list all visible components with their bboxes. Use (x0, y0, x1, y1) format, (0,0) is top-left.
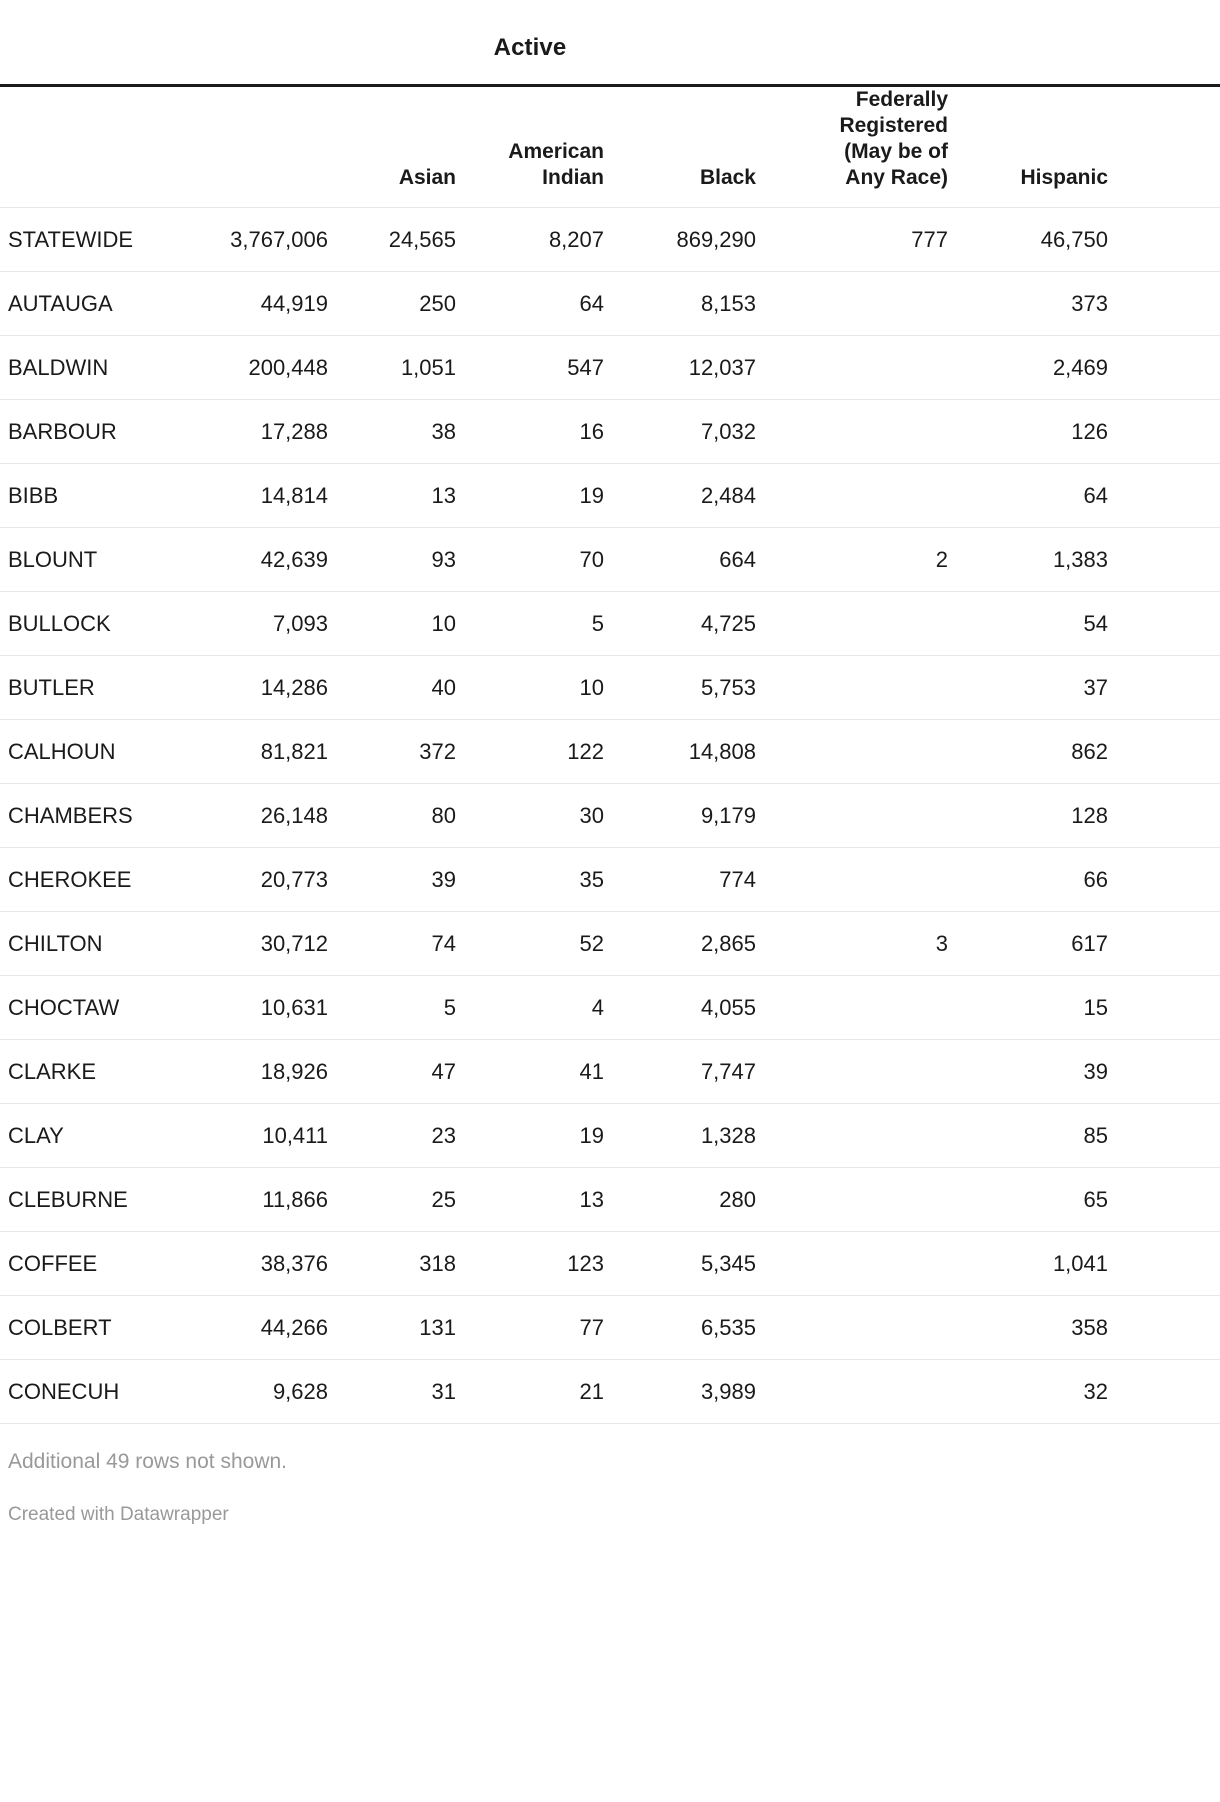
cell-federally-registered: 777 (756, 208, 948, 272)
cell-asian: 80 (328, 784, 456, 848)
cell-federally-registered (756, 336, 948, 400)
cell-asian: 38 (328, 400, 456, 464)
cell-overflow (1108, 912, 1220, 976)
row-label: COLBERT (0, 1296, 188, 1360)
cell-hispanic: 358 (948, 1296, 1108, 1360)
cell-hispanic: 39 (948, 1040, 1108, 1104)
data-table (0, 84, 1220, 1424)
cell-asian: 5 (328, 976, 456, 1040)
cell-asian: 74 (328, 912, 456, 976)
cell-black: 7,032 (604, 400, 756, 464)
table-row (0, 848, 1220, 912)
cell-american-indian: 52 (456, 912, 604, 976)
cell-american-indian: 4 (456, 976, 604, 1040)
table-row (0, 656, 1220, 720)
cell-total: 17,288 (188, 400, 328, 464)
cell-total: 44,266 (188, 1296, 328, 1360)
cell-overflow (1108, 592, 1220, 656)
cell-asian: 31 (328, 1360, 456, 1424)
rows-not-shown-note: Additional 49 rows not shown. (8, 1450, 287, 1474)
cell-asian: 131 (328, 1296, 456, 1360)
cell-black: 14,808 (604, 720, 756, 784)
cell-federally-registered (756, 400, 948, 464)
cell-black: 2,484 (604, 464, 756, 528)
row-label: AUTAUGA (0, 272, 188, 336)
cell-hispanic: 128 (948, 784, 1108, 848)
cell-overflow (1108, 784, 1220, 848)
table-row (0, 272, 1220, 336)
cell-black: 8,153 (604, 272, 756, 336)
cell-hispanic: 617 (948, 912, 1108, 976)
table-row (0, 1360, 1220, 1424)
cell-asian: 1,051 (328, 336, 456, 400)
cell-black: 280 (604, 1168, 756, 1232)
cell-federally-registered (756, 656, 948, 720)
table-row (0, 976, 1220, 1040)
row-label: COFFEE (0, 1232, 188, 1296)
table-body (0, 208, 1220, 1424)
row-label: BULLOCK (0, 592, 188, 656)
cell-black: 869,290 (604, 208, 756, 272)
cell-total: 26,148 (188, 784, 328, 848)
cell-black: 7,747 (604, 1040, 756, 1104)
cell-hispanic: 54 (948, 592, 1108, 656)
table-row (0, 912, 1220, 976)
cell-total: 30,712 (188, 912, 328, 976)
table-row (0, 784, 1220, 848)
cell-overflow (1108, 1104, 1220, 1168)
cell-federally-registered (756, 848, 948, 912)
cell-total: 81,821 (188, 720, 328, 784)
cell-overflow (1108, 848, 1220, 912)
cell-black: 6,535 (604, 1296, 756, 1360)
cell-hispanic: 1,383 (948, 528, 1108, 592)
column-header-fed-line2: Registered (839, 114, 948, 138)
cell-black: 9,179 (604, 784, 756, 848)
cell-black: 5,345 (604, 1232, 756, 1296)
cell-federally-registered (756, 976, 948, 1040)
cell-federally-registered (756, 1104, 948, 1168)
table-row (0, 400, 1220, 464)
column-header-fed-line4: Any Race) (845, 166, 948, 190)
cell-overflow (1108, 208, 1220, 272)
cell-total: 14,286 (188, 656, 328, 720)
cell-federally-registered (756, 272, 948, 336)
table-header-row (0, 86, 1220, 208)
cell-overflow (1108, 272, 1220, 336)
cell-american-indian: 19 (456, 1104, 604, 1168)
cell-asian: 24,565 (328, 208, 456, 272)
cell-american-indian: 8,207 (456, 208, 604, 272)
cell-hispanic: 373 (948, 272, 1108, 336)
column-header-asian[interactable]: Asian (328, 86, 456, 208)
column-header-total[interactable] (188, 86, 328, 208)
cell-overflow (1108, 1360, 1220, 1424)
cell-overflow (1108, 1232, 1220, 1296)
column-header-fed-line1: Federally (855, 88, 948, 111)
cell-total: 14,814 (188, 464, 328, 528)
cell-hispanic: 46,750 (948, 208, 1108, 272)
cell-total: 38,376 (188, 1232, 328, 1296)
cell-federally-registered (756, 464, 948, 528)
row-label: CONECUH (0, 1360, 188, 1424)
cell-overflow (1108, 464, 1220, 528)
row-label: CHEROKEE (0, 848, 188, 912)
cell-federally-registered (756, 1040, 948, 1104)
row-label: CLEBURNE (0, 1168, 188, 1232)
cell-federally-registered (756, 784, 948, 848)
cell-american-indian: 19 (456, 464, 604, 528)
cell-asian: 93 (328, 528, 456, 592)
cell-hispanic: 32 (948, 1360, 1108, 1424)
cell-american-indian: 35 (456, 848, 604, 912)
cell-hispanic: 85 (948, 1104, 1108, 1168)
table-row (0, 1104, 1220, 1168)
cell-asian: 13 (328, 464, 456, 528)
table-row (0, 464, 1220, 528)
cell-federally-registered: 2 (756, 528, 948, 592)
cell-american-indian: 5 (456, 592, 604, 656)
cell-total: 42,639 (188, 528, 328, 592)
table-row (0, 208, 1220, 272)
row-label: BLOUNT (0, 528, 188, 592)
cell-american-indian: 123 (456, 1232, 604, 1296)
table-row (0, 1232, 1220, 1296)
cell-hispanic: 1,041 (948, 1232, 1108, 1296)
cell-asian: 318 (328, 1232, 456, 1296)
cell-american-indian: 70 (456, 528, 604, 592)
row-label: BALDWIN (0, 336, 188, 400)
row-label: CHAMBERS (0, 784, 188, 848)
cell-total: 200,448 (188, 336, 328, 400)
cell-asian: 23 (328, 1104, 456, 1168)
cell-black: 4,725 (604, 592, 756, 656)
cell-american-indian: 10 (456, 656, 604, 720)
cell-total: 3,767,006 (188, 208, 328, 272)
cell-total: 11,866 (188, 1168, 328, 1232)
table-row (0, 1040, 1220, 1104)
row-label: CHILTON (0, 912, 188, 976)
cell-total: 10,631 (188, 976, 328, 1040)
cell-overflow (1108, 1296, 1220, 1360)
cell-total: 10,411 (188, 1104, 328, 1168)
table-row (0, 1168, 1220, 1232)
datawrapper-credit[interactable]: Created with Datawrapper (8, 1504, 229, 1526)
cell-hispanic: 15 (948, 976, 1108, 1040)
table-row (0, 592, 1220, 656)
cell-black: 664 (604, 528, 756, 592)
cell-american-indian: 64 (456, 272, 604, 336)
cell-asian: 25 (328, 1168, 456, 1232)
column-header-black[interactable]: Black (604, 86, 756, 208)
table-row (0, 1296, 1220, 1360)
column-header-name[interactable] (0, 86, 188, 208)
chart-title: Active (493, 34, 567, 61)
row-label: CLAY (0, 1104, 188, 1168)
cell-black: 1,328 (604, 1104, 756, 1168)
cell-asian: 39 (328, 848, 456, 912)
row-label: BUTLER (0, 656, 188, 720)
cell-hispanic: 126 (948, 400, 1108, 464)
cell-overflow (1108, 1040, 1220, 1104)
cell-black: 774 (604, 848, 756, 912)
row-label: BIBB (0, 464, 188, 528)
cell-total: 20,773 (188, 848, 328, 912)
cell-american-indian: 122 (456, 720, 604, 784)
column-header-american-indian-line1: American (508, 140, 604, 164)
cell-black: 3,989 (604, 1360, 756, 1424)
row-label: STATEWIDE (0, 208, 188, 272)
table-row (0, 720, 1220, 784)
cell-hispanic: 2,469 (948, 336, 1108, 400)
cell-overflow (1108, 656, 1220, 720)
cell-american-indian: 30 (456, 784, 604, 848)
cell-total: 18,926 (188, 1040, 328, 1104)
cell-hispanic: 64 (948, 464, 1108, 528)
cell-total: 9,628 (188, 1360, 328, 1424)
cell-american-indian: 13 (456, 1168, 604, 1232)
cell-black: 4,055 (604, 976, 756, 1040)
cell-hispanic: 37 (948, 656, 1108, 720)
cell-hispanic: 862 (948, 720, 1108, 784)
cell-black: 2,865 (604, 912, 756, 976)
cell-overflow (1108, 976, 1220, 1040)
table-row (0, 336, 1220, 400)
cell-asian: 40 (328, 656, 456, 720)
cell-american-indian: 547 (456, 336, 604, 400)
cell-federally-registered (756, 1168, 948, 1232)
cell-federally-registered (756, 592, 948, 656)
cell-federally-registered (756, 1360, 948, 1424)
cell-hispanic: 65 (948, 1168, 1108, 1232)
cell-overflow (1108, 720, 1220, 784)
cell-federally-registered (756, 1296, 948, 1360)
cell-black: 12,037 (604, 336, 756, 400)
cell-overflow (1108, 528, 1220, 592)
cell-hispanic: 66 (948, 848, 1108, 912)
cell-overflow (1108, 400, 1220, 464)
table-scroll-area[interactable] (0, 84, 1220, 1424)
column-header-fed-line3: (May be of (844, 140, 948, 164)
cell-federally-registered (756, 720, 948, 784)
cell-total: 44,919 (188, 272, 328, 336)
cell-overflow (1108, 336, 1220, 400)
row-label: CLARKE (0, 1040, 188, 1104)
cell-american-indian: 77 (456, 1296, 604, 1360)
cell-federally-registered: 3 (756, 912, 948, 976)
table-row (0, 528, 1220, 592)
column-header-american-indian-line2: Indian (542, 166, 604, 190)
cell-total: 7,093 (188, 592, 328, 656)
cell-asian: 10 (328, 592, 456, 656)
cell-overflow (1108, 1168, 1220, 1232)
cell-asian: 372 (328, 720, 456, 784)
cell-black: 5,753 (604, 656, 756, 720)
row-label: CALHOUN (0, 720, 188, 784)
cell-asian: 250 (328, 272, 456, 336)
cell-american-indian: 41 (456, 1040, 604, 1104)
row-label: BARBOUR (0, 400, 188, 464)
table-header (0, 86, 1220, 208)
cell-american-indian: 21 (456, 1360, 604, 1424)
column-header-hispanic[interactable]: Hispanic (948, 86, 1108, 208)
cell-american-indian: 16 (456, 400, 604, 464)
column-header-overflow (1108, 86, 1220, 208)
row-label: CHOCTAW (0, 976, 188, 1040)
cell-federally-registered (756, 1232, 948, 1296)
cell-asian: 47 (328, 1040, 456, 1104)
column-header-federally-registered[interactable] (756, 86, 948, 208)
column-header-american-indian[interactable] (456, 86, 604, 208)
